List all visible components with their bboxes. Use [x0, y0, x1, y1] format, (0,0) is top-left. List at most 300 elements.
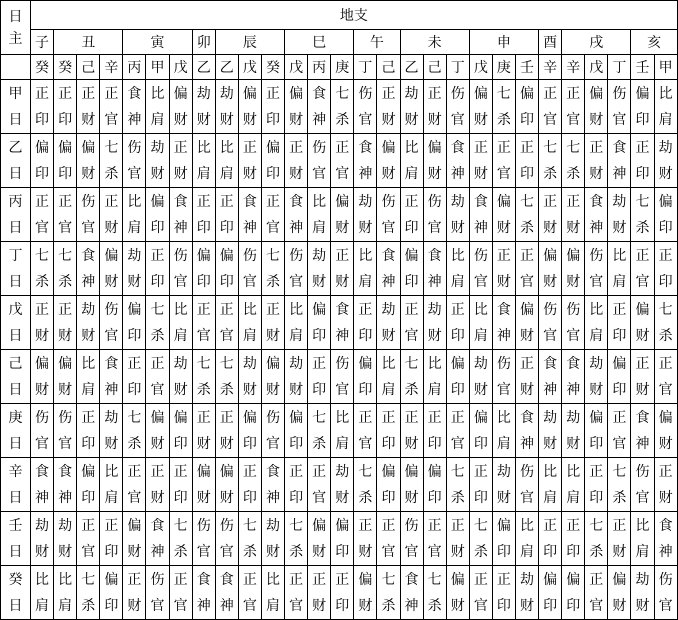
- ten-god-text: 七 杀: [543, 139, 558, 182]
- ten-god-cell: [585, 512, 608, 566]
- ten-god-text: 比 肩: [335, 409, 350, 452]
- hidden-stem-cell: 己: [423, 55, 446, 80]
- ten-god-cell: [377, 512, 400, 566]
- ten-god-text: 食 神: [450, 139, 465, 182]
- ten-god-cell: [285, 458, 308, 512]
- ten-god-text: 劫 财: [81, 301, 96, 344]
- day-stem-row: [1, 458, 678, 512]
- ten-god-cell: [308, 566, 331, 620]
- ten-god-text: 食 神: [566, 355, 581, 398]
- day-stem-char: 丁: [8, 247, 23, 264]
- ten-god-text: 伤 官: [473, 247, 488, 290]
- branch-header: 寅: [123, 30, 192, 55]
- ten-god-cell: [469, 566, 492, 620]
- ten-god-cell: [539, 80, 562, 134]
- ten-god-text: 正 官: [427, 517, 442, 560]
- ten-god-cell: [54, 80, 77, 134]
- ten-god-text: 劫 财: [104, 409, 119, 452]
- ten-god-text: 伤 官: [589, 247, 604, 290]
- ten-god-cell: [377, 296, 400, 350]
- hidden-stem-cell: 癸: [261, 55, 284, 80]
- ten-god-cell: [285, 512, 308, 566]
- ten-god-text: 劫 财: [242, 355, 257, 398]
- ten-god-text: 偏 财: [473, 85, 488, 128]
- ten-god-text: 劫 财: [658, 139, 673, 182]
- day-stem-label: [1, 80, 31, 134]
- day-char: 日: [8, 543, 23, 560]
- ten-god-text: 比 肩: [127, 193, 142, 236]
- ten-god-cell: [238, 350, 261, 404]
- hidden-stem-cell: 丁: [608, 55, 631, 80]
- ten-god-cell: [377, 188, 400, 242]
- ten-god-cell: [423, 458, 446, 512]
- ten-god-cell: [100, 404, 123, 458]
- ten-god-cell: [539, 512, 562, 566]
- ten-god-text: 正 财: [104, 193, 119, 236]
- ten-god-text: 伤 官: [612, 85, 627, 128]
- hidden-stem-cell: 己: [377, 55, 400, 80]
- ten-god-cell: [631, 242, 654, 296]
- ten-god-cell: [585, 188, 608, 242]
- day-stem-row: [1, 188, 678, 242]
- branch-header: 卯: [192, 30, 215, 55]
- ten-god-text: 偏 财: [358, 571, 373, 614]
- ten-god-cell: [562, 404, 585, 458]
- ten-god-text: 比 肩: [265, 571, 280, 614]
- ten-god-text: 七 杀: [520, 193, 535, 236]
- ten-god-text: 正 官: [219, 301, 234, 344]
- hidden-stem-cell: 戊: [169, 55, 192, 80]
- ten-god-cell: [654, 566, 677, 620]
- ten-god-text: 劫 财: [589, 355, 604, 398]
- ten-god-text: 伤 官: [381, 193, 396, 236]
- ten-god-cell: [31, 188, 54, 242]
- ten-god-text: 七 杀: [81, 571, 96, 614]
- ten-god-cell: [492, 134, 515, 188]
- ten-god-cell: [562, 458, 585, 512]
- ten-god-text: 偏 印: [404, 247, 419, 290]
- ten-god-text: 正 财: [150, 463, 165, 506]
- ten-god-text: 伤 官: [450, 85, 465, 128]
- ten-god-cell: [123, 350, 146, 404]
- ten-god-cell: [608, 404, 631, 458]
- ten-god-cell: [354, 188, 377, 242]
- ten-god-text: 正 财: [612, 517, 627, 560]
- ten-god-cell: [654, 188, 677, 242]
- ten-god-text: 正 印: [196, 193, 211, 236]
- ten-god-text: 食 神: [381, 247, 396, 290]
- ten-god-cell: [400, 242, 423, 296]
- ten-god-cell: [354, 296, 377, 350]
- ten-god-cell: [562, 350, 585, 404]
- ten-god-cell: [331, 188, 354, 242]
- ten-god-text: 劫 财: [289, 355, 304, 398]
- day-stem-char: 戊: [8, 301, 23, 318]
- ten-god-cell: [492, 566, 515, 620]
- ten-god-cell: [215, 404, 238, 458]
- ten-god-cell: [261, 512, 284, 566]
- ten-god-text: 比 肩: [35, 571, 50, 614]
- ten-god-text: 偏 财: [242, 85, 257, 128]
- ten-god-text: 劫 财: [381, 301, 396, 344]
- ten-god-text: 正 印: [358, 301, 373, 344]
- day-char: 日: [8, 489, 23, 506]
- ten-god-text: 正 财: [58, 301, 73, 344]
- ten-god-text: 正 印: [566, 517, 581, 560]
- ten-god-text: 七 杀: [104, 139, 119, 182]
- ten-god-text: 劫 财: [543, 409, 558, 452]
- ten-god-cell: [192, 458, 215, 512]
- ten-god-cell: [562, 188, 585, 242]
- corner-line-1: 日: [8, 8, 23, 25]
- ten-god-text: 七 杀: [150, 301, 165, 344]
- ten-god-cell: [377, 458, 400, 512]
- ten-god-cell: [123, 134, 146, 188]
- ten-god-text: 劫 财: [520, 571, 535, 614]
- ten-god-cell: [308, 242, 331, 296]
- ten-god-cell: [492, 188, 515, 242]
- day-stem-char: 己: [8, 355, 23, 372]
- ten-god-text: 正 印: [289, 463, 304, 506]
- ten-god-text: 偏 财: [219, 463, 234, 506]
- day-stem-label: [1, 458, 31, 512]
- ten-god-cell: [492, 404, 515, 458]
- ten-god-text: 正 官: [35, 193, 50, 236]
- ten-god-cell: [446, 404, 469, 458]
- ten-god-text: 食 神: [150, 517, 165, 560]
- ten-god-text: 比 肩: [196, 139, 211, 182]
- hidden-stem-cell: 戊: [285, 55, 308, 80]
- ten-god-text: 正 财: [127, 571, 142, 614]
- ten-god-cell: [354, 242, 377, 296]
- ten-god-text: 食 神: [289, 193, 304, 236]
- ten-god-text: 正 官: [265, 193, 280, 236]
- ten-god-cell: [123, 80, 146, 134]
- ten-god-text: 劫 财: [312, 247, 327, 290]
- hidden-stem-cell: 辛: [562, 55, 585, 80]
- ten-god-text: 正 财: [473, 139, 488, 182]
- ten-god-text: 七 杀: [312, 409, 327, 452]
- ten-god-cell: [146, 188, 169, 242]
- ten-god-cell: [400, 134, 423, 188]
- ten-god-text: 偏 财: [335, 193, 350, 236]
- ten-god-cell: [146, 80, 169, 134]
- ten-god-cell: [354, 404, 377, 458]
- ten-god-text: 正 印: [658, 247, 673, 290]
- ten-god-text: 正 官: [127, 463, 142, 506]
- ten-god-cell: [492, 350, 515, 404]
- ten-god-text: 正 财: [589, 139, 604, 182]
- ten-god-cell: [354, 458, 377, 512]
- ten-god-cell: [146, 296, 169, 350]
- ten-god-cell: [562, 80, 585, 134]
- ten-god-text: 伤 官: [58, 409, 73, 452]
- ten-god-text: 正 财: [404, 409, 419, 452]
- ten-god-cell: [423, 296, 446, 350]
- ten-god-text: 正 印: [543, 517, 558, 560]
- ten-god-cell: [285, 566, 308, 620]
- ten-god-text: 偏 印: [127, 301, 142, 344]
- ten-god-text: 比 肩: [358, 247, 373, 290]
- ten-god-cell: [77, 404, 100, 458]
- ten-god-cell: [100, 80, 123, 134]
- ten-god-cell: [585, 458, 608, 512]
- ten-god-cell: [100, 458, 123, 512]
- ten-god-cell: [539, 242, 562, 296]
- day-stem-row: [1, 296, 678, 350]
- ten-god-text: 食 神: [589, 193, 604, 236]
- ten-god-text: 正 印: [473, 463, 488, 506]
- ten-god-cell: [492, 512, 515, 566]
- ten-god-text: 七 杀: [35, 247, 50, 290]
- ten-god-text: 正 财: [312, 571, 327, 614]
- ten-god-cell: [400, 296, 423, 350]
- ten-god-cell: [192, 566, 215, 620]
- ten-god-text: 正 印: [381, 409, 396, 452]
- ten-god-text: 伤 官: [150, 571, 165, 614]
- ten-god-text: 正 印: [265, 85, 280, 128]
- ten-god-text: 偏 印: [219, 247, 234, 290]
- ten-god-cell: [539, 566, 562, 620]
- ten-god-text: 偏 财: [58, 355, 73, 398]
- ten-god-text: 偏 财: [520, 301, 535, 344]
- ten-god-cell: [169, 404, 192, 458]
- ten-god-text: 偏 财: [196, 463, 211, 506]
- ten-god-cell: [146, 512, 169, 566]
- day-stem-row: [1, 566, 678, 620]
- ten-god-text: 伤 官: [265, 409, 280, 452]
- branch-header: 午: [354, 30, 400, 55]
- ten-god-cell: [31, 404, 54, 458]
- ten-god-cell: [377, 134, 400, 188]
- ten-god-cell: [123, 242, 146, 296]
- ten-god-text: 正 官: [381, 517, 396, 560]
- ten-god-cell: [515, 188, 538, 242]
- ten-god-text: 伤 官: [404, 517, 419, 560]
- hidden-stem-cell: 甲: [146, 55, 169, 80]
- ten-god-cell: [238, 242, 261, 296]
- ten-god-text: 七 杀: [473, 517, 488, 560]
- hidden-stem-cell: 戊: [238, 55, 261, 80]
- ten-god-cell: [308, 188, 331, 242]
- ten-god-text: 食 神: [219, 571, 234, 614]
- branch-header: 申: [469, 30, 538, 55]
- table-title: 地支: [31, 1, 678, 30]
- ten-god-cell: [631, 188, 654, 242]
- ten-god-text: 七 杀: [589, 517, 604, 560]
- ten-god-text: 七 杀: [658, 301, 673, 344]
- ten-god-cell: [54, 404, 77, 458]
- ten-god-cell: [515, 512, 538, 566]
- ten-god-text: 正 官: [196, 301, 211, 344]
- ten-god-text: 偏 财: [312, 517, 327, 560]
- day-stem-row: [1, 404, 678, 458]
- ten-god-text: 伤 官: [127, 139, 142, 182]
- ten-god-text: 食 神: [473, 193, 488, 236]
- ten-god-cell: [285, 350, 308, 404]
- ten-god-cell: [585, 350, 608, 404]
- ten-god-text: 正 官: [173, 571, 188, 614]
- ten-god-cell: [261, 188, 284, 242]
- ten-god-text: 七 杀: [381, 571, 396, 614]
- ten-god-text: 七 杀: [289, 517, 304, 560]
- ten-god-cell: [631, 512, 654, 566]
- ten-god-text: 正 官: [312, 463, 327, 506]
- ten-god-text: 伤 官: [312, 139, 327, 182]
- ten-god-cell: [631, 350, 654, 404]
- ten-god-text: 劫 财: [358, 193, 373, 236]
- ten-god-cell: [77, 512, 100, 566]
- ten-god-cell: [54, 296, 77, 350]
- day-stem-row: [1, 512, 678, 566]
- branch-header: 巳: [285, 30, 354, 55]
- ten-god-cell: [31, 134, 54, 188]
- ten-god-cell: [446, 296, 469, 350]
- ten-god-cell: [238, 566, 261, 620]
- ten-god-cell: [469, 404, 492, 458]
- ten-god-text: 七 杀: [427, 571, 442, 614]
- ten-god-text: 食 神: [58, 463, 73, 506]
- ten-god-text: 偏 印: [289, 409, 304, 452]
- ten-god-cell: [169, 350, 192, 404]
- hidden-stem-cell: 庚: [331, 55, 354, 80]
- ten-god-cell: [608, 80, 631, 134]
- ten-god-cell: [215, 350, 238, 404]
- ten-god-text: 七 杀: [242, 517, 257, 560]
- ten-god-cell: [331, 134, 354, 188]
- day-char: 日: [8, 165, 23, 182]
- ten-god-cell: [539, 188, 562, 242]
- ten-god-text: 七 杀: [196, 355, 211, 398]
- ten-god-text: 正 官: [335, 139, 350, 182]
- ten-god-cell: [562, 296, 585, 350]
- ten-god-text: 正 官: [589, 571, 604, 614]
- ten-god-text: 比 肩: [219, 139, 234, 182]
- ten-god-cell: [446, 350, 469, 404]
- ten-god-text: 劫 财: [404, 85, 419, 128]
- ten-god-text: 正 财: [265, 301, 280, 344]
- ten-god-cell: [400, 188, 423, 242]
- ten-god-cell: [31, 566, 54, 620]
- ten-god-text: 偏 印: [450, 355, 465, 398]
- ten-god-cell: [608, 350, 631, 404]
- ten-god-text: 偏 印: [81, 463, 96, 506]
- ten-god-cell: [238, 512, 261, 566]
- branch-header-row: [1, 30, 678, 55]
- ten-god-text: 正 财: [335, 247, 350, 290]
- ten-god-cell: [54, 512, 77, 566]
- ten-god-text: 偏 印: [58, 139, 73, 182]
- ten-god-cell: [146, 242, 169, 296]
- ten-god-text: 偏 财: [81, 139, 96, 182]
- ten-god-cell: [123, 296, 146, 350]
- ten-god-text: 正 印: [335, 571, 350, 614]
- ten-god-cell: [539, 296, 562, 350]
- ten-god-cell: [331, 512, 354, 566]
- ten-god-cell: [585, 242, 608, 296]
- branch-header: 酉: [539, 30, 562, 55]
- ten-god-text: 正 官: [358, 409, 373, 452]
- ten-god-text: 正 印: [404, 193, 419, 236]
- ten-god-text: 偏 印: [635, 85, 650, 128]
- ten-god-text: 偏 财: [35, 355, 50, 398]
- hidden-stem-row: [1, 55, 678, 80]
- ten-god-cell: [238, 134, 261, 188]
- ten-god-cell: [492, 80, 515, 134]
- ten-god-cell: [492, 242, 515, 296]
- branch-header: 亥: [631, 30, 677, 55]
- ten-god-cell: [331, 242, 354, 296]
- day-char: 日: [8, 219, 23, 236]
- day-stem-char: 癸: [8, 571, 23, 588]
- ten-god-text: 伤 官: [427, 193, 442, 236]
- ten-god-cell: [100, 512, 123, 566]
- ten-god-cell: [446, 566, 469, 620]
- ten-god-text: 偏 财: [289, 85, 304, 128]
- day-char: 日: [8, 435, 23, 452]
- ten-god-text: 偏 财: [150, 409, 165, 452]
- ten-god-text: 劫 财: [127, 247, 142, 290]
- ten-god-text: 劫 财: [196, 85, 211, 128]
- ten-god-text: 偏 财: [635, 301, 650, 344]
- ten-god-cell: [31, 242, 54, 296]
- ten-god-cell: [54, 242, 77, 296]
- ten-god-cell: [331, 80, 354, 134]
- ten-god-cell: [654, 296, 677, 350]
- ten-god-cell: [539, 404, 562, 458]
- ten-god-text: 正 官: [150, 355, 165, 398]
- ten-god-cell: [238, 296, 261, 350]
- ten-god-text: 正 财: [658, 463, 673, 506]
- hidden-stem-cell: 癸: [31, 55, 54, 80]
- ten-god-cell: [515, 80, 538, 134]
- ten-god-cell: [123, 188, 146, 242]
- ten-god-cell: [54, 566, 77, 620]
- ten-god-cell: [77, 566, 100, 620]
- hidden-stem-cell: 乙: [400, 55, 423, 80]
- ten-god-cell: [608, 296, 631, 350]
- hidden-stem-cell: 癸: [54, 55, 77, 80]
- ten-god-text: 正 官: [543, 85, 558, 128]
- ten-god-text: 正 财: [289, 139, 304, 182]
- ten-god-cell: [423, 80, 446, 134]
- ten-god-cell: [608, 566, 631, 620]
- ten-god-text: 正 官: [496, 139, 511, 182]
- ten-god-text: 偏 印: [381, 463, 396, 506]
- ten-god-cell: [169, 188, 192, 242]
- ten-god-cell: [285, 296, 308, 350]
- ten-god-cell: [377, 350, 400, 404]
- ten-god-text: 劫 财: [450, 193, 465, 236]
- ten-god-cell: [539, 458, 562, 512]
- ten-god-text: 伤 官: [81, 193, 96, 236]
- day-stem-label: [1, 188, 31, 242]
- ten-god-text: 比 肩: [312, 193, 327, 236]
- ten-god-cell: [215, 80, 238, 134]
- ten-god-cell: [100, 134, 123, 188]
- ten-god-text: 劫 财: [265, 517, 280, 560]
- ten-god-text: 比 肩: [612, 247, 627, 290]
- ten-god-cell: [285, 188, 308, 242]
- branch-header: 未: [400, 30, 469, 55]
- ten-god-cell: [146, 134, 169, 188]
- ten-god-text: 偏 印: [566, 571, 581, 614]
- ten-god-cell: [515, 566, 538, 620]
- ten-god-cell: [146, 566, 169, 620]
- day-stem-char: 辛: [8, 463, 23, 480]
- ten-god-text: 伤 官: [658, 571, 673, 614]
- ten-god-text: 伤 官: [335, 355, 350, 398]
